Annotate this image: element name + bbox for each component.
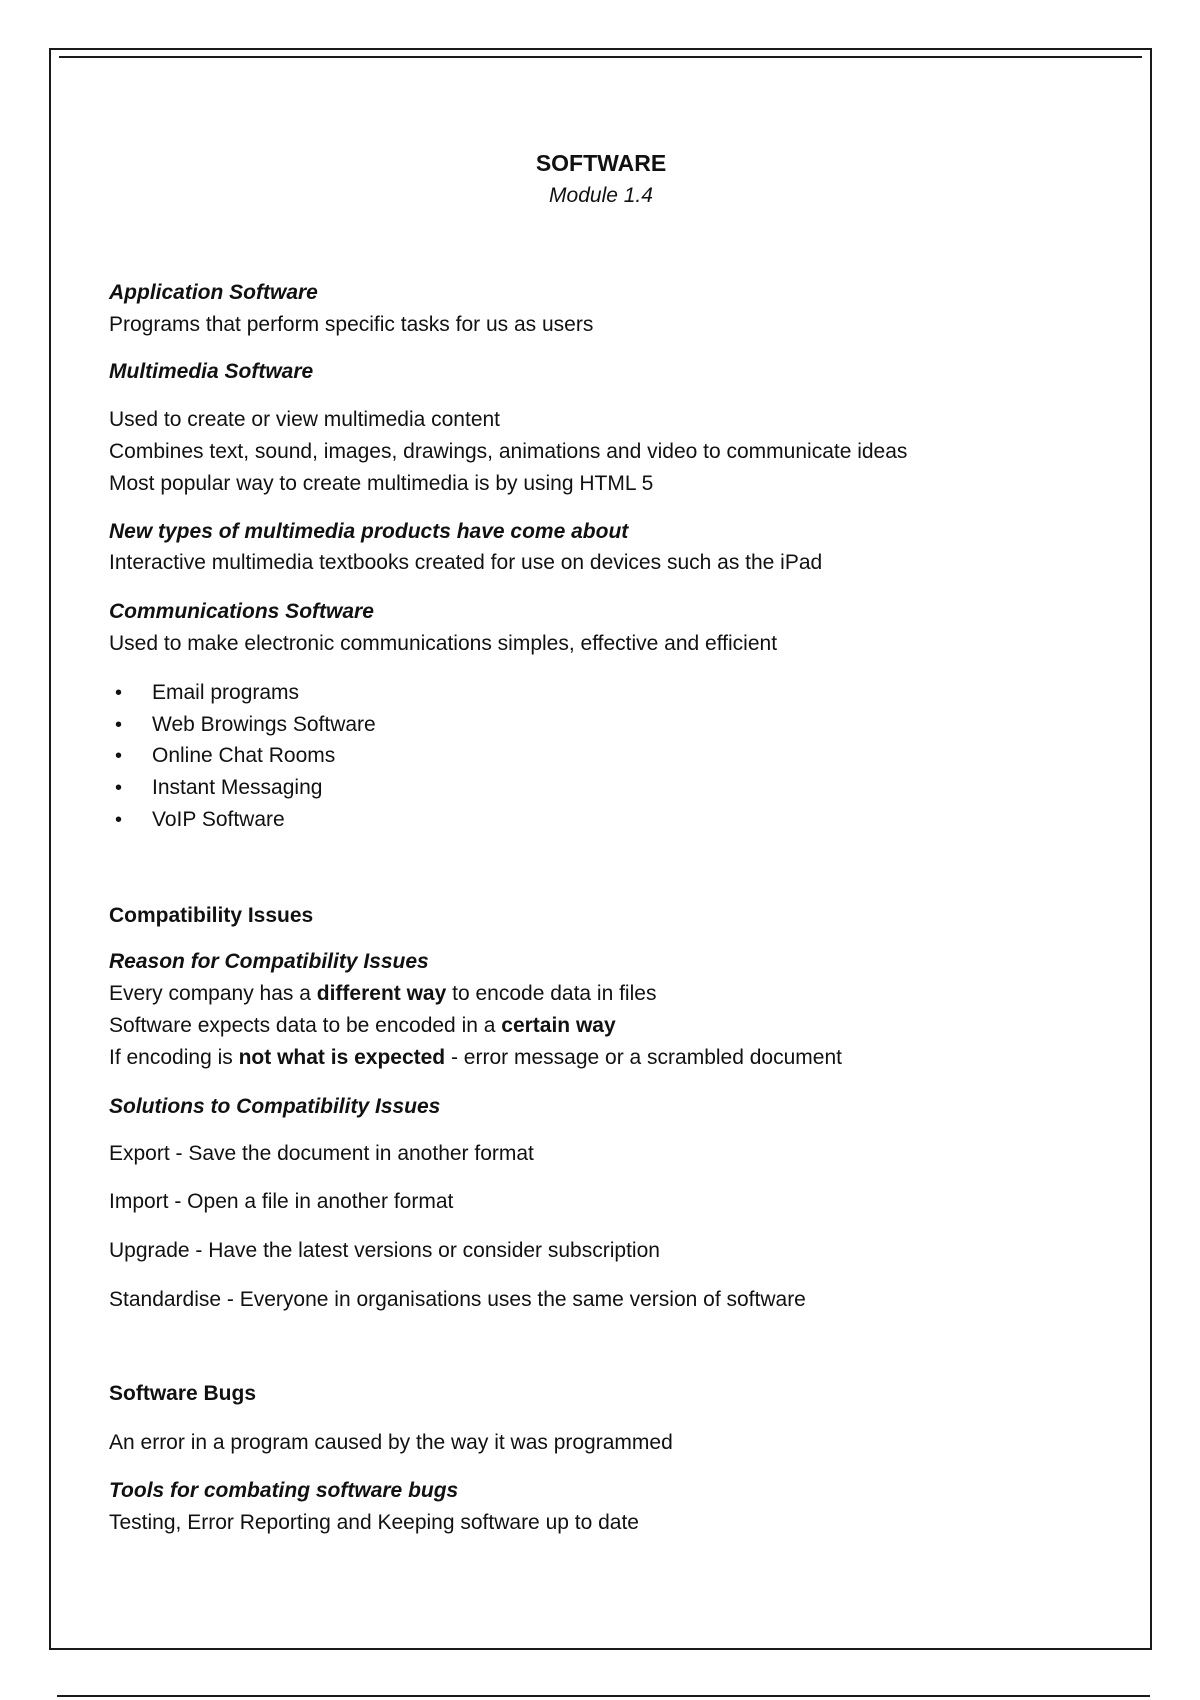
solution-item: Export - Save the document in another format xyxy=(109,1142,534,1165)
list-item-text: Web Browings Software xyxy=(152,713,376,736)
reason-text: Every company has a xyxy=(109,982,317,1005)
multimedia-heading: Multimedia Software xyxy=(109,360,314,383)
reason-line xyxy=(109,1010,616,1042)
reason-text: Software expects data to be encoded in a xyxy=(109,1014,502,1037)
multimedia-line: Combines text, sound, images, drawings, animations and video to communicate ideas xyxy=(109,440,908,463)
new-types-text: Interactive multimedia textbooks created for use on devices such as the iPad xyxy=(109,551,823,574)
application-text: Programs that perform specific tasks for us as users xyxy=(109,313,594,336)
communications-text: Used to make electronic communications simples, effective and efficient xyxy=(109,632,778,655)
reason-emphasis: not what is expected xyxy=(238,1046,446,1069)
bullet-icon: • xyxy=(115,809,123,831)
solution-item: Upgrade - Have the latest versions or consider subscription xyxy=(109,1239,660,1262)
application-heading: Application Software xyxy=(109,281,318,304)
list-item-text: VoIP Software xyxy=(152,808,285,831)
bugs-text: An error in a program caused by the way it was programmed xyxy=(109,1431,673,1454)
solution-item: Standardise - Everyone in organisations uses the same version of software xyxy=(109,1288,806,1311)
document-subtitle: Module 1.4 xyxy=(549,184,653,207)
new-types-heading: New types of multimedia products have come about xyxy=(109,520,629,543)
reason-line xyxy=(109,978,656,1010)
reason-text: to encode data in files xyxy=(446,982,657,1005)
reason-text: - error message or a scrambled document xyxy=(445,1046,842,1069)
bottom-rule xyxy=(57,1695,1150,1697)
multimedia-line: Used to create or view multimedia content xyxy=(109,408,501,431)
communications-heading: Communications Software xyxy=(109,600,374,623)
reason-line xyxy=(109,1042,842,1074)
solution-item: Import - Open a file in another format xyxy=(109,1190,454,1213)
bullet-icon: • xyxy=(115,714,123,736)
reason-emphasis: certain way xyxy=(501,1014,616,1037)
bullet-icon: • xyxy=(115,777,123,799)
tools-text: Testing, Error Reporting and Keeping software up to date xyxy=(109,1511,639,1534)
list-item-text: Email programs xyxy=(152,681,300,704)
bullet-icon: • xyxy=(115,682,123,704)
bullet-icon: • xyxy=(115,745,123,767)
tools-heading: Tools for combating software bugs xyxy=(109,1479,459,1502)
bugs-heading: Software Bugs xyxy=(109,1382,257,1405)
reason-emphasis: different way xyxy=(316,982,447,1005)
reason-text: If encoding is xyxy=(109,1046,239,1069)
solutions-heading: Solutions to Compatibility Issues xyxy=(109,1095,441,1118)
reason-heading: Reason for Compatibility Issues xyxy=(109,950,429,973)
multimedia-line: Most popular way to create multimedia is by using HTML 5 xyxy=(109,472,654,495)
compatibility-heading: Compatibility Issues xyxy=(109,904,314,927)
list-item-text: Instant Messaging xyxy=(152,776,323,799)
document-title: SOFTWARE xyxy=(535,150,667,176)
top-inner-rule xyxy=(59,56,1142,58)
list-item-text: Online Chat Rooms xyxy=(152,744,336,767)
